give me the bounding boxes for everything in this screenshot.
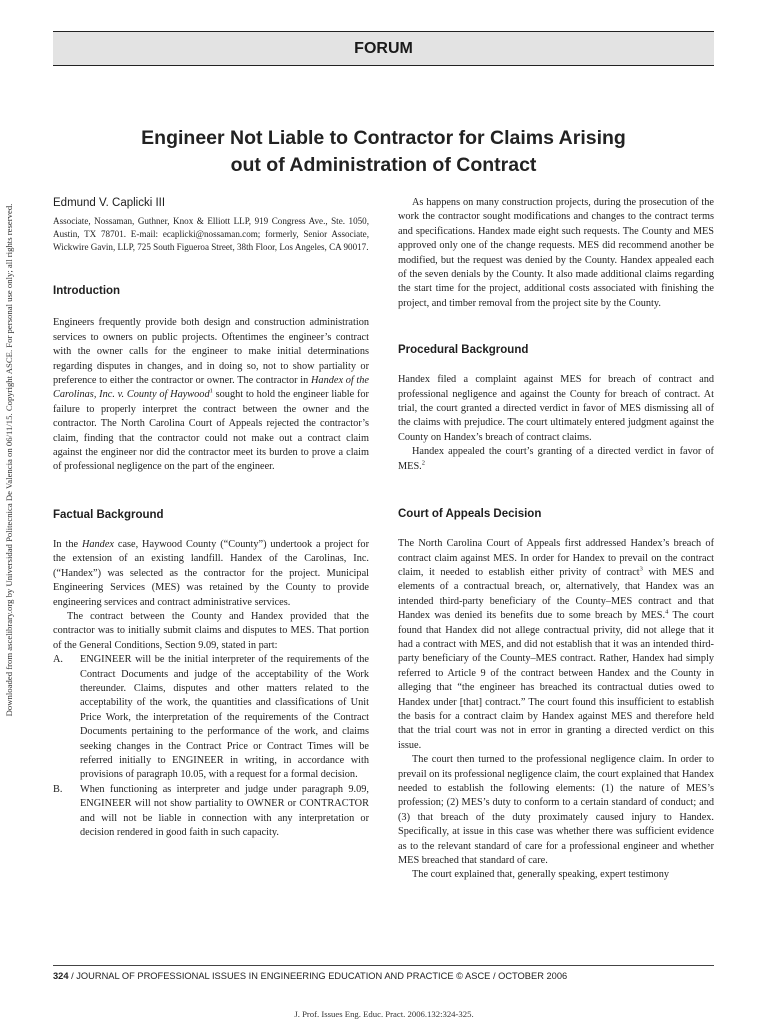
download-notice [0,0,18,1024]
article-citation: J. Prof. Issues Eng. Educ. Pract. 2006.132:324-325. [294,1009,474,1019]
footnote-marker: 1 [209,388,213,396]
procedural-paragraph-2: Handex appealed the court’s granting of a directed verdict in favor of MES.$^2$ [398,446,714,472]
section-banner [53,31,714,66]
author-name: Edmund V. Caplicki III [53,197,166,209]
appeals-paragraph-1: The North Carolina Court of Appeals first addressed Handex’s breach of contract claim against MES. In order for Handex to prevail on the contract claim, it needed to establish either privity of contract$^3$ with MES and elements of a contractual breach, or, alternatively, that Handex was an intended third-party beneficiary of the County–MES contract and that Handex was denied its benefits due to some breach by MES.$^4$ The court found that Handex did not allege contractual privity, did not allege that it had a contract with MES, and did not establish that it was an intended third-party beneficiary of the County–MES contract. Rather, Handex had simply referred to Article 9 of the contract between Handex and the County in alleging that “the engineer has breached its contractual duties owed to Handex under [that] contract.” The court found this insufficient to establish the basis for a contract claim by Handex against MES and therefore held that the trial court was not in error in granting a directed verdict on this issue. [398,538,714,751]
article-title [53,125,714,179]
court-of-appeals-heading: Court of Appeals Decision [398,508,542,521]
list-item-text: ENGINEER will be the initial interpreter of the requirements of the Contract Documents and judge of the acceptability of the Work thereunder. Claims, disputes and other matters related to the acceptability of the work, the quantities and classifications of Unit Price Work, the interpretation of the requirements of the Contract Documents pertaining to the performance of the work, and claims seeking changes in the Contract Price or Contract Times will be referred initially to ENGINEER in writing, in accordance with provisions of paragraph 10.05, with a request for a formal decision. [80,654,369,781]
case-name: Handex [81,538,114,550]
author-affiliation: Associate, Nossaman, Guthner, Knox & Elliott LLP, 919 Congress Ave., Ste. 1050, Austin, TX 78701. E-mail: ecaplicki@nossaman.com; formerly, Senior Associate, Wickwire Gavin, LLP, 725 South Figueroa Street, 38th Floor, Los Angeles, CA 90017. [53,216,369,253]
footnote-marker: 4 [665,608,669,616]
article-title-line-1: Engineer Not Liable to Contractor for Claims Arising [141,127,626,149]
project-changes-paragraph: As happens on many construction projects, during the prosecution of the work the contractor sought modifications and changes to the contract terms and specifications. Handex made eight such requests. The County and MES approved only one of the change requests. MES did recommend another be modified, but the request was denied by the County. Handex appealed each of the seven denials by the County. It also made additional claims regarding the start time for the project, additional costs associated with finishing the project, and timber removal from the project site by the County. [398,197,714,309]
list-item-text: When functioning as interpreter and judge under paragraph 9.09, ENGINEER will not show partiality to OWNER or CONTRACTOR and will not be liable in connection with any interpretation or decision rendered in good faith in such capacity. [80,783,369,838]
procedural-background-heading: Procedural Background [398,344,529,357]
footer-divider [53,965,714,966]
footnote-marker: 3 [639,565,643,573]
factual-paragraph-2: The contract between the County and Handex provided that the contractor was to initially submit claims and disputes to MES. That portion of the General Conditions, Section 9.09, stated in part: [53,610,369,651]
download-notice-text: Downloaded from ascelibrary.org by Universidad Politecnica De Valencia on 06/11/15. Copyright ASCE. For personal use only; all rights reserved. [4,203,14,717]
case-name: Handex of the Carolinas, Inc. v. County of Haywood [53,375,369,401]
article-title-line-2: out of Administration of Contract [230,154,537,176]
footnote-marker: 2 [421,459,425,467]
introduction-paragraph: Engineers frequently provide both design and construction administration services to owners on public projects. Oftentimes the engineer’s contract with the owner calls for the engineer to make initial determinations regarding disputes in changes, and in doing so, not to show partiality or preference to either the contractor or owner. The contractor in Handex of the Carolinas, Inc. v. County of Haywood$^1$ sought to hold the engineer liable for failure to properly interpret the contract between the owner and the contractor. The North Carolina Court of Appeals rejected the contractor’s claim, finding that the contractor could not make out a contract claim against the engineer nor did the contractor meet its burden to prove a claim of professional negligence on the part of the engineer. [53,317,369,473]
factual-paragraph-1: In the Handex case, Haywood County (“County”) undertook a project for the extension of an existing landfill. Handex of the Carolinas, Inc. (“Handex”) was selected as the contractor for the project. Municipal Engineering Services (MES) was retained by the County to provide engineering services and contract administrative services. [53,538,370,608]
factual-background-heading: Factual Background [53,508,164,521]
left-column [53,196,369,840]
contract-provision-item [53,783,369,841]
contract-provision-list [53,653,369,840]
right-column [398,196,714,883]
list-marker: B. [53,783,63,795]
page-footer [53,971,567,981]
list-marker: A. [53,654,64,666]
appeals-paragraph-3: The court explained that, generally speaking, expert testimony [412,869,670,881]
procedural-paragraph-1: Handex filed a complaint against MES for breach of contract and professional negligence and against the County for breach of contract. At trial, the court granted a directed verdict in favor of MES dismissing all of the claims with prejudice. The court ultimately entered judgment against the County on Handex’s breach of contract claims. [398,374,714,443]
section-banner-label: FORUM [354,40,413,57]
introduction-heading: Introduction [53,285,121,298]
contract-provision-item [53,653,369,783]
journal-line: / JOURNAL OF PROFESSIONAL ISSUES IN ENGINEERING EDUCATION AND PRACTICE © ASCE / OCTOBER 2006 [68,971,568,981]
appeals-paragraph-2: The court then turned to the professional negligence claim. In order to prevail on its professional negligence claim, the court explained that Handex needed to establish the following elements: (1) the nature of MES’s profession; (2) MES’s duty to conform to a certain standard of conduct; and (3) that breach of the duty proximately caused injury to Handex. Specifically, at issue in this case was whether there was sufficient evidence as to the relevant standard of care for a professional engineer and whether MES breached that standard of care. [398,754,714,867]
page-number: 324 [53,971,69,981]
